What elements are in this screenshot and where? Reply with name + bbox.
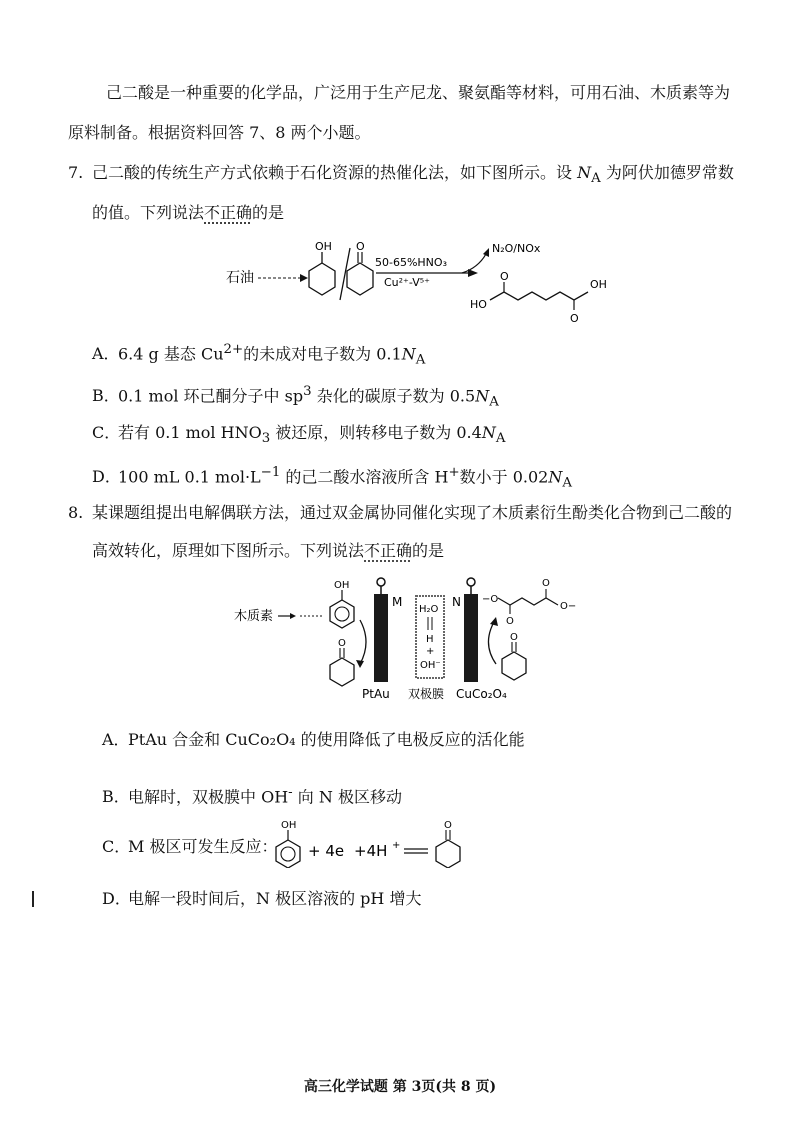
q7-option-d[interactable] bbox=[92, 462, 572, 495]
equation-plus-electrons: + 4e bbox=[308, 842, 345, 860]
option-text: 的己二酸水溶液所含 H bbox=[280, 467, 449, 487]
option-text: 电解一段时间后，N 极区溶液的 pH 增大 bbox=[128, 889, 422, 908]
q8-cyclohexanone-right-ring bbox=[502, 652, 526, 680]
equation-phenol-oh: OH bbox=[281, 820, 297, 831]
membrane-h2o-label: H₂O bbox=[419, 604, 439, 615]
q8-stem-line-2 bbox=[92, 540, 444, 562]
q7-option-a[interactable] bbox=[92, 339, 425, 372]
q8-option-a[interactable] bbox=[102, 729, 525, 751]
margin-mark bbox=[32, 891, 34, 907]
q8-stem-line-1 bbox=[68, 502, 732, 524]
q7-reagent-top: 50-65%HNO₃ bbox=[375, 256, 447, 269]
membrane-plus-label: + bbox=[426, 646, 435, 657]
option-label: D． bbox=[92, 467, 121, 487]
equation-phenol-ring bbox=[276, 840, 300, 868]
option-sup: 3 bbox=[303, 384, 312, 399]
q8-arrowhead bbox=[290, 613, 296, 619]
adipate-left-o: −O bbox=[482, 594, 499, 605]
q7-source-label: 石油 bbox=[226, 270, 254, 286]
q8-option-b[interactable] bbox=[102, 782, 402, 808]
electrode-n-label: N bbox=[452, 595, 461, 609]
q7-byproduct-arrow bbox=[462, 254, 486, 273]
option-sup: + bbox=[448, 465, 460, 480]
phenol-oh-label: OH bbox=[334, 580, 350, 591]
membrane-h-label: H bbox=[426, 634, 434, 645]
adipic-acid-chain bbox=[490, 292, 588, 300]
q7-reagent-bottom: Cu²⁺-V⁵⁺ bbox=[384, 276, 430, 289]
option-label: C． bbox=[92, 423, 121, 442]
equation-cyclohexanone-ring bbox=[436, 840, 460, 868]
option-label: D． bbox=[102, 889, 131, 908]
option-text: PtAu 合金和 CuCo₂O₄ 的使用降低了电极反应的活化能 bbox=[128, 730, 525, 749]
electrode-m-terminal bbox=[377, 578, 385, 586]
q8-stem-text-a: 某课题组提出电解偶联方法，通过双金属协同催化实现了木质素衍生酚类化合物到己二酸的 bbox=[92, 503, 733, 522]
q7-option-c[interactable] bbox=[92, 422, 505, 450]
q7-emphasis-text: 不正确 bbox=[204, 203, 253, 222]
q7-na-sub: A bbox=[591, 171, 601, 187]
equation-plus-protons: +4H bbox=[354, 842, 388, 860]
option-text: 电解时，双极膜中 OH bbox=[128, 787, 289, 807]
q7-stem-text-b: 为阿伏加德罗常数 bbox=[600, 163, 734, 182]
adipate-o-bottom: O bbox=[506, 616, 514, 627]
q8-right-curved-arrowhead bbox=[490, 617, 498, 626]
equation-cyclohexanone-o: O bbox=[444, 820, 452, 831]
electrode-n-terminal bbox=[467, 578, 475, 586]
q8-right-curved-arrow bbox=[488, 622, 496, 664]
intro-line-2: 原料制备。根据资料回答 7、8 两个小题。 bbox=[68, 123, 371, 142]
option-text: 6.4 g 基态 Cu bbox=[118, 344, 224, 364]
q7-na-symbol: N bbox=[577, 163, 592, 182]
equation-proton-charge: + bbox=[392, 840, 401, 851]
adipic-acid-o-left: O bbox=[500, 270, 509, 283]
option-label: B． bbox=[92, 386, 120, 406]
option-sup: - bbox=[288, 785, 293, 800]
equation-phenol-circle bbox=[281, 847, 295, 861]
option-sub: A bbox=[489, 394, 499, 410]
q8-option-c[interactable] bbox=[102, 836, 277, 858]
q7-stem-text-d: 的是 bbox=[252, 203, 285, 222]
option-label: B． bbox=[102, 787, 130, 807]
option-na: N bbox=[481, 423, 496, 442]
option-na: N bbox=[548, 467, 563, 487]
option-sub: A bbox=[415, 352, 426, 368]
electrode-m-label: M bbox=[392, 595, 403, 609]
option-sup: 2+ bbox=[223, 342, 244, 357]
q8-electrolysis-diagram bbox=[220, 572, 590, 704]
q8-stem-text-b: 高效转化，原理如下图所示。下列说法 bbox=[92, 541, 365, 560]
q8-number: 8. bbox=[68, 503, 84, 522]
q7-reaction-diagram bbox=[200, 238, 620, 328]
option-text: M 极区可发生反应： bbox=[128, 837, 278, 856]
adipic-acid-o-right: O bbox=[570, 312, 579, 325]
option-text: 数小于 0.02 bbox=[459, 467, 549, 487]
q7-stem-line-1 bbox=[68, 162, 734, 190]
electrode-n bbox=[464, 594, 478, 682]
page-footer: 高三化学试题 第 3页(共 8 页) bbox=[303, 1079, 497, 1095]
q7-dashed-arrowhead bbox=[300, 274, 308, 282]
option-text: 的未成对电子数为 0.1 bbox=[243, 344, 402, 364]
q8-emphasis-text: 不正确 bbox=[364, 541, 413, 560]
option-label: C． bbox=[102, 837, 131, 856]
phenol-ring bbox=[330, 600, 354, 628]
q7-number: 7. bbox=[68, 163, 84, 182]
cyclohexanol-oh-label: OH bbox=[315, 240, 332, 253]
option-text: 被还原，则转移电子数为 0.4 bbox=[270, 423, 482, 442]
q7-slash bbox=[340, 248, 350, 300]
adipic-acid-ho-label: HO bbox=[470, 298, 487, 311]
adipate-right-o: O− bbox=[560, 601, 577, 612]
q8-cyclohexanone-left-ring bbox=[330, 658, 354, 686]
option-text: 0.1 mol 环己酮分子中 sp bbox=[118, 386, 304, 406]
q8-cyclohexanone-right-o: O bbox=[510, 632, 518, 643]
option-sub: 3 bbox=[261, 431, 271, 447]
option-label: A． bbox=[102, 730, 130, 749]
option-text: 杂化的碳原子数为 0.5 bbox=[311, 386, 476, 406]
q7-byproduct-arrowhead bbox=[483, 248, 489, 257]
adipate-chain bbox=[498, 598, 558, 605]
phenol-aromatic-circle bbox=[335, 607, 349, 621]
option-sub: A bbox=[495, 431, 506, 447]
electrode-m bbox=[374, 594, 388, 682]
option-text: 100 mL 0.1 mol·L bbox=[118, 467, 261, 487]
cyclohexanol-ring bbox=[309, 263, 335, 295]
label-bipolar-membrane: 双极膜 bbox=[408, 687, 445, 701]
label-cuco2o4: CuCo₂O₄ bbox=[456, 687, 507, 701]
option-na: N bbox=[475, 386, 490, 406]
adipic-acid-oh-label: OH bbox=[590, 278, 607, 291]
q7-stem-line-2 bbox=[92, 202, 284, 224]
intro-line-1: 己二酸是一种重要的化学品，广泛用于生产尼龙、聚氨酯等材料，可用石油、木质素等为 bbox=[106, 83, 731, 102]
cyclohexanone-o-label: O bbox=[356, 240, 365, 253]
adipate-o-top: O bbox=[542, 578, 550, 589]
option-sup: −1 bbox=[260, 465, 281, 480]
label-ptau: PtAu bbox=[362, 687, 390, 701]
membrane-oh-label: OH⁻ bbox=[420, 660, 441, 671]
q8-option-c-equation bbox=[270, 818, 480, 868]
q8-left-curved-arrowhead bbox=[356, 660, 364, 668]
q7-option-b[interactable] bbox=[92, 381, 499, 414]
cyclohexanone-ring bbox=[347, 263, 373, 295]
q7-stem-text-a: 己二酸的传统生产方式依赖于石化资源的热催化法，如下图所示。设 bbox=[92, 163, 578, 182]
option-sub: A bbox=[562, 475, 572, 491]
q7-byproduct-label: N₂O/NOx bbox=[492, 242, 541, 255]
option-label: A． bbox=[92, 344, 120, 364]
option-na: N bbox=[401, 344, 416, 364]
q8-option-d[interactable] bbox=[102, 888, 421, 910]
q8-source-label: 木质素 bbox=[234, 609, 274, 624]
q8-left-curved-arrow bbox=[360, 620, 366, 664]
option-text: 向 N 极区移动 bbox=[292, 787, 402, 807]
q8-cyclohexanone-left-o: O bbox=[338, 638, 346, 649]
option-text: 若有 0.1 mol HNO bbox=[118, 423, 262, 442]
q8-stem-text-c: 的是 bbox=[412, 541, 445, 560]
q7-stem-text-c: 的值。下列说法 bbox=[92, 203, 205, 222]
